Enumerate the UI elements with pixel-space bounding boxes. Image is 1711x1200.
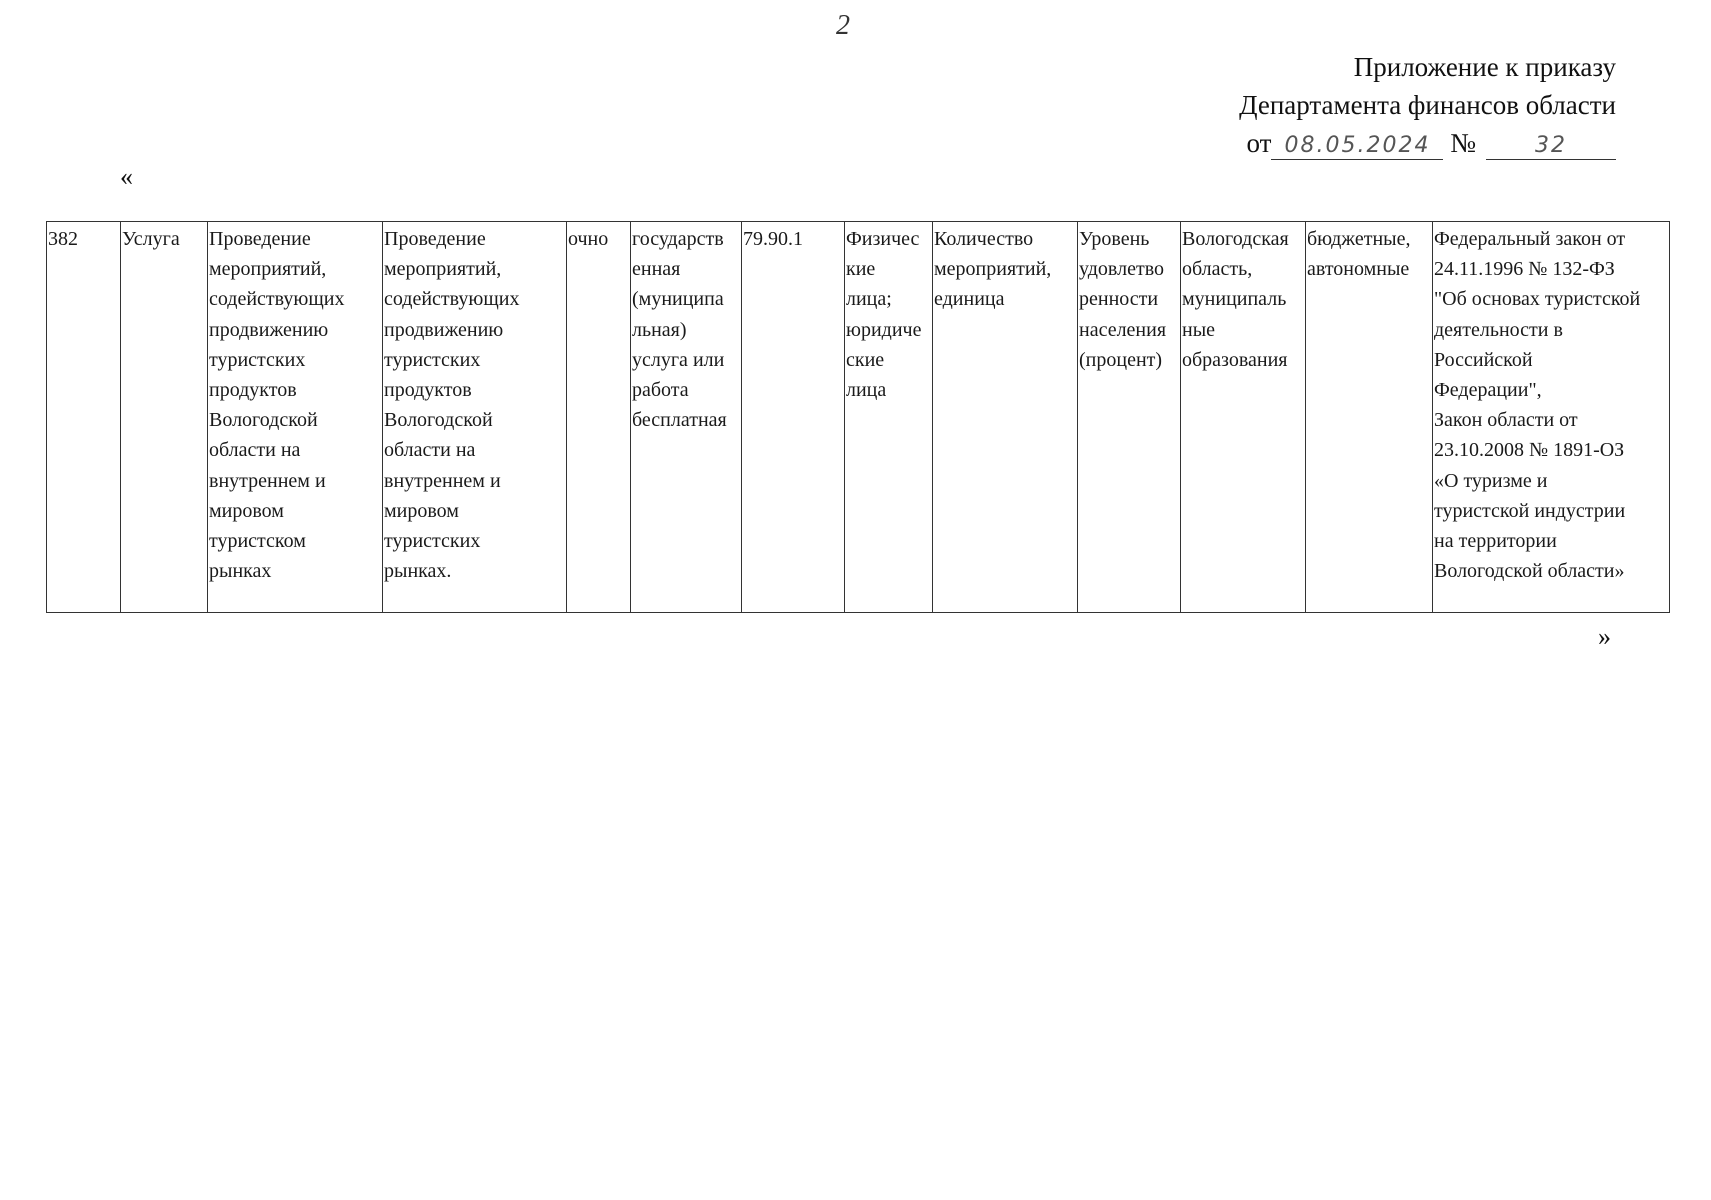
registry-table (46, 221, 1670, 613)
table-row (47, 222, 1670, 613)
cell-consumers: Физичес кие лица; юридиче ские лица (845, 222, 933, 613)
cell-form: очно (567, 222, 631, 613)
page-number: 2 (836, 10, 850, 41)
cell-okved: 79.90.1 (742, 222, 845, 613)
cell-legal-basis: Федеральный закон от 24.11.1996 № 132-ФЗ "Об основах туристской деятельности в Российской Федерации", Закон области от 23.10.2008 № 1891-ОЗ «О туризме и туристской индустрии на территории Вологодской области» (1433, 222, 1670, 613)
cell-volume-indicator: Количество мероприятий, единица (933, 222, 1078, 613)
cell-service-content: Проведение мероприятий, содействующих продвижению туристских продуктов Вологодской области на внутреннем и мировом туристских рынках. (383, 222, 567, 613)
number-prefix: № (1450, 128, 1476, 158)
date-prefix: от (1246, 128, 1272, 158)
opening-quote: « (120, 162, 133, 191)
handwritten-number: 32 (1486, 133, 1616, 160)
closing-quote: » (1598, 622, 1611, 651)
order-reference (1247, 124, 1616, 162)
handwritten-date: 08.05.2024 (1271, 133, 1443, 160)
cell-territory: Вологодская область, муниципаль ные образования (1181, 222, 1306, 613)
cell-service-name: Проведение мероприятий, содействующих продвижению туристских продуктов Вологодской области на внутреннем и мировом туристском рынках (208, 222, 383, 613)
cell-number: 382 (47, 222, 121, 613)
cell-kind: государств енная (муниципа льная) услуга или работа бесплатная (631, 222, 742, 613)
cell-quality-indicator: Уровень удовлетво ренности населения (процент) (1078, 222, 1181, 613)
appendix-header (1239, 48, 1616, 162)
cell-type: Услуга (121, 222, 208, 613)
appendix-title: Приложение к приказу (1353, 52, 1616, 82)
appendix-department: Департамента финансов области (1239, 90, 1616, 120)
cell-institutions: бюджетные, автономные (1306, 222, 1433, 613)
